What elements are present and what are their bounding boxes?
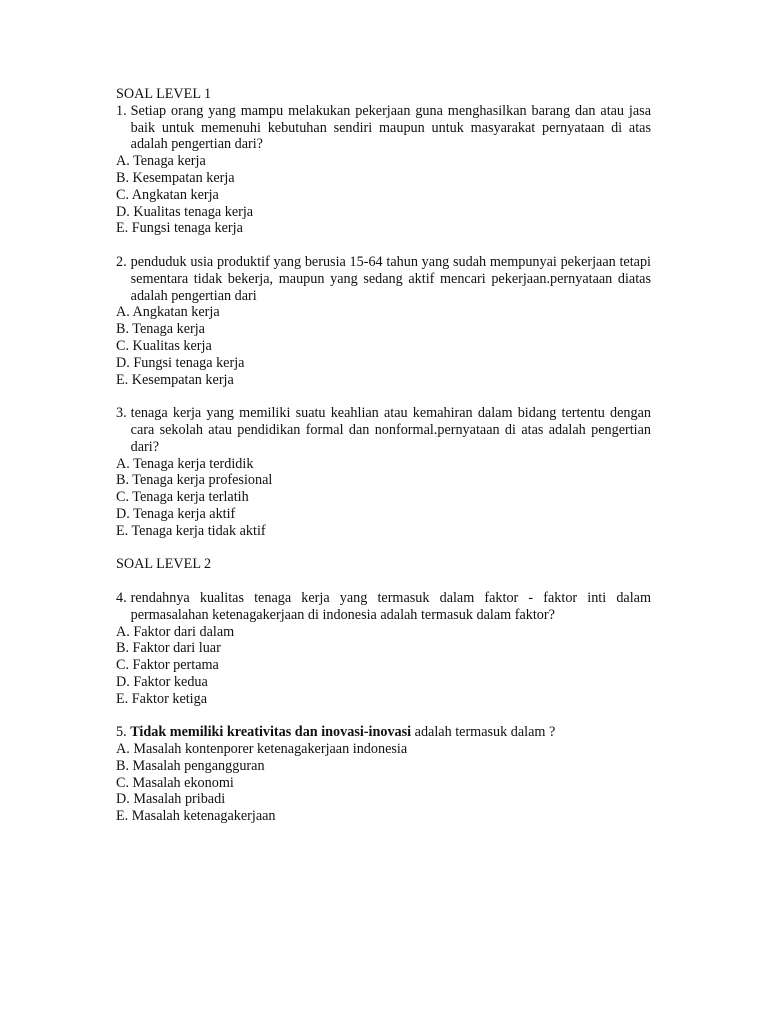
option-a: A. Masalah kontenporer ketenagakerjaan indonesia	[116, 741, 408, 758]
question-2	[116, 254, 651, 388]
question-number: 4.	[116, 589, 127, 606]
question-3	[116, 405, 651, 539]
option-b: B. Tenaga kerja	[116, 321, 205, 338]
level-2-heading: SOAL LEVEL 2	[116, 556, 212, 573]
option-b: B. Tenaga kerja profesional	[116, 472, 273, 489]
question-5	[116, 724, 651, 825]
question-text-bold: Tidak memiliki kreativitas dan inovasi-inovasi	[130, 724, 412, 741]
option-a: A. Tenaga kerja	[116, 153, 206, 170]
option-e: E. Masalah ketenagakerjaan	[116, 808, 276, 825]
question-number: 3.	[116, 405, 127, 422]
question-text: Setiap orang yang mampu melakukan pekerjaan guna menghasilkan barang dan atau jasa baik untuk memenuhi kebutuhan sendiri maupun untuk masyarakat pernyataan di atas adalah pengertian dari?	[130, 102, 651, 153]
question-number: 5.	[116, 724, 127, 741]
option-b: B. Faktor dari luar	[116, 640, 221, 657]
option-e: E. Fungsi tenaga kerja	[116, 220, 243, 237]
question-4	[116, 590, 651, 708]
option-b: B. Masalah pengangguran	[116, 757, 265, 774]
option-c: C. Masalah ekonomi	[116, 774, 234, 791]
option-e: E. Kesempatan kerja	[116, 371, 234, 388]
option-c: C. Kualitas kerja	[116, 337, 212, 354]
question-number: 2.	[116, 253, 127, 270]
question-text: adalah termasuk dalam ?	[411, 724, 556, 741]
option-a: A. Faktor dari dalam	[116, 623, 235, 640]
question-text: rendahnya kualitas tenaga kerja yang termasuk dalam faktor - faktor inti dalam permasalahan ketenagakerjaan di indonesia adalah termasuk dalam faktor?	[130, 589, 651, 623]
option-a: A. Tenaga kerja terdidik	[116, 455, 254, 472]
question-text: tenaga kerja yang memiliki suatu keahlian atau kemahiran dalam bidang tertentu dengan cara sekolah atau pendidikan formal dan nonformal.pernyataan di atas adalah pengertian dari?	[130, 405, 651, 455]
option-d: D. Fungsi tenaga kerja	[116, 354, 245, 371]
option-d: D. Faktor kedua	[116, 673, 208, 690]
option-c: C. Faktor pertama	[116, 657, 219, 674]
option-d: D. Kualitas tenaga kerja	[116, 203, 254, 220]
option-b: B. Kesempatan kerja	[116, 169, 235, 186]
option-c: C. Tenaga kerja terlatih	[116, 489, 249, 506]
document-page	[116, 86, 651, 825]
question-number: 1.	[116, 102, 127, 119]
question-text: penduduk usia produktif yang berusia 15-64 tahun yang sudah mempunyai pekerjaan tetapi sementara tidak bekerja, maupun yang sedang aktif mencari pekerjaan.pernyataan diatas adalah pengertian dari	[130, 253, 651, 304]
level-1-heading: SOAL LEVEL 1	[116, 86, 212, 102]
option-d: D. Tenaga kerja aktif	[116, 505, 236, 522]
question-1	[116, 103, 651, 237]
option-e: E. Faktor ketiga	[116, 690, 208, 707]
option-a: A. Angkatan kerja	[116, 304, 220, 321]
option-d: D. Masalah pribadi	[116, 791, 226, 808]
option-e: E. Tenaga kerja tidak aktif	[116, 522, 266, 539]
option-c: C. Angkatan kerja	[116, 186, 219, 203]
